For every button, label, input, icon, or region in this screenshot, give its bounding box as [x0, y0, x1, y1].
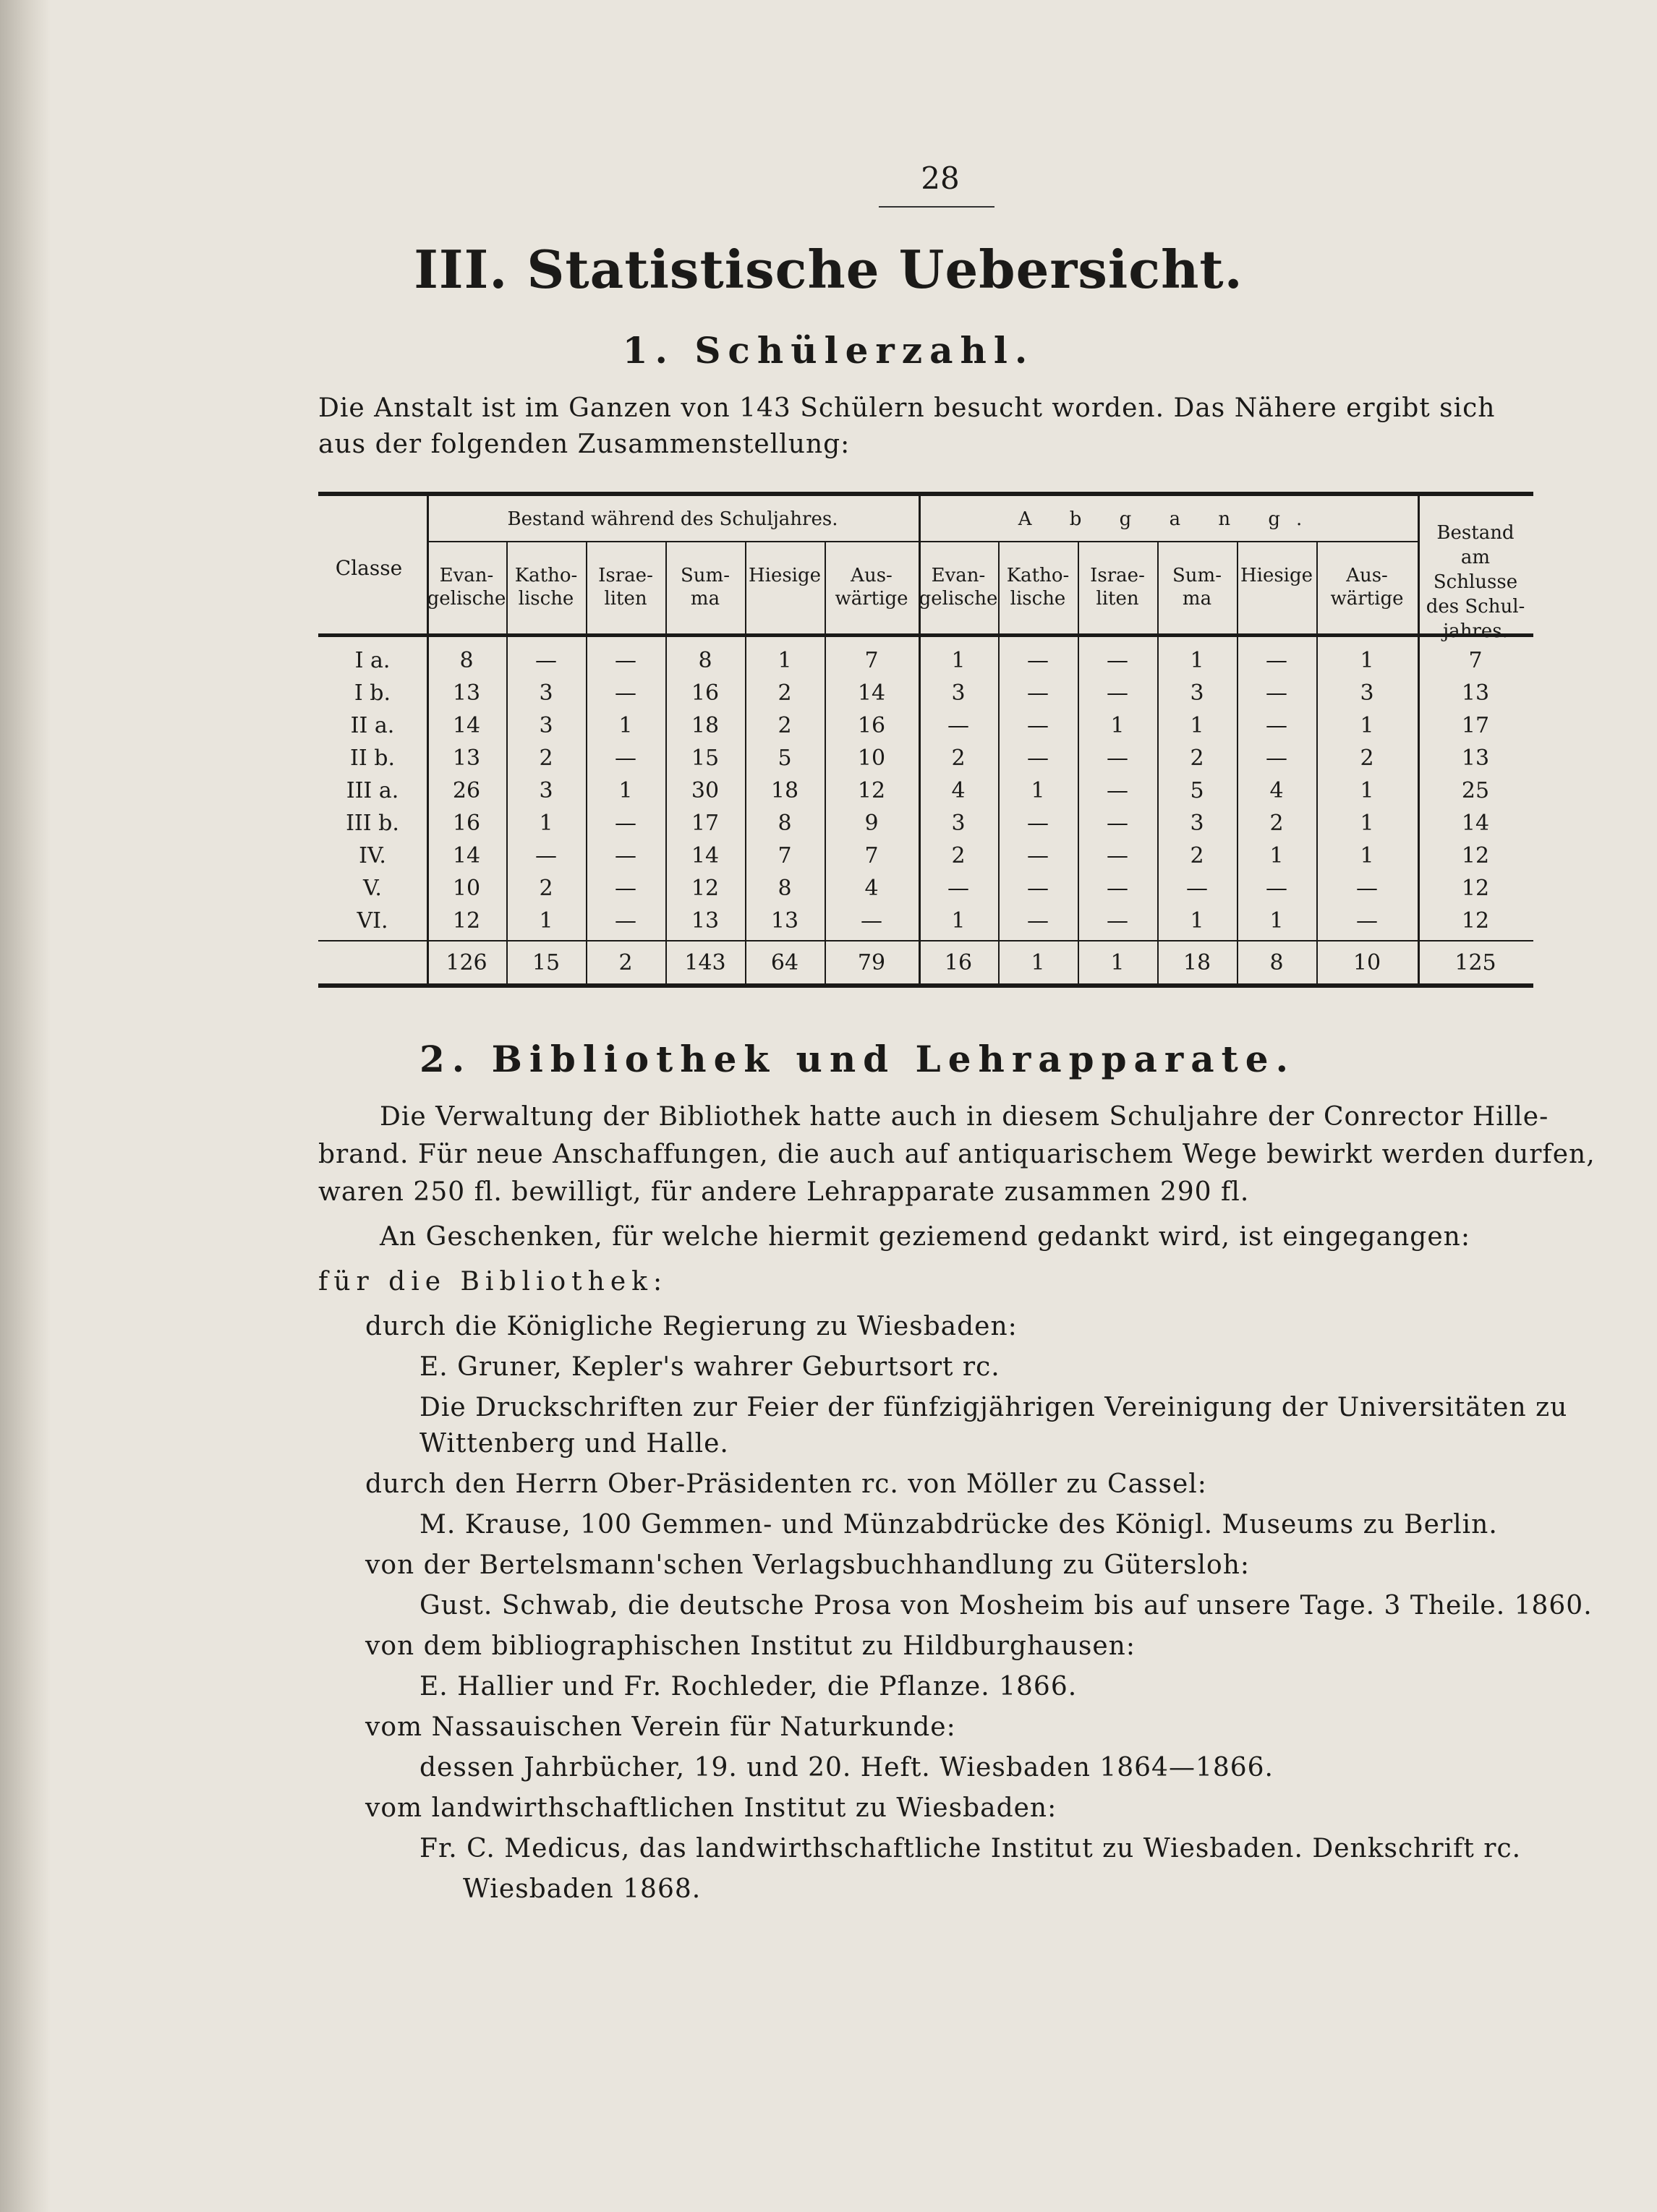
total-cell: 10: [1353, 950, 1381, 975]
table-cell: —: [947, 713, 969, 738]
subheader-line: liten: [1096, 588, 1139, 610]
donor-line: von dem bibliographischen Institut zu Hildburghausen:: [365, 1631, 1136, 1661]
table-cell: —: [1027, 908, 1049, 934]
table-cell: 1: [1269, 908, 1284, 934]
row-label: VI.: [357, 908, 388, 934]
table-cell: 4: [864, 876, 879, 901]
total-cell: 8: [1269, 950, 1284, 975]
row-label: V.: [363, 876, 382, 901]
table-cell: 9: [864, 811, 879, 836]
subheader-line: lische: [518, 588, 574, 610]
table-cell: 14: [1461, 811, 1490, 836]
table-cell: —: [1107, 648, 1128, 673]
table-cell: 14: [857, 680, 886, 706]
table-cell: 1: [951, 908, 966, 934]
table-cell: —: [1107, 778, 1128, 803]
total-cell: 2: [618, 950, 633, 975]
table-cell: 13: [1461, 680, 1490, 706]
donor-line: durch die Königliche Regierung zu Wiesbaden:: [365, 1312, 1018, 1341]
table-cell: 12: [1461, 908, 1490, 934]
total-cell: 79: [857, 950, 886, 975]
table-cell: 1: [1360, 843, 1374, 868]
subheader-cell: [586, 564, 665, 610]
table-cell: 2: [1190, 746, 1204, 771]
donation-item: Gust. Schwab, die deutsche Prosa von Mosheim bis auf unsere Tage. 3 Theile. 1860.: [419, 1591, 1593, 1620]
table-cell: 14: [452, 713, 481, 738]
subheader-line: Sum-: [1172, 565, 1222, 586]
row-label: II b.: [350, 746, 395, 771]
table-sum-rule: [318, 940, 1533, 941]
subheader-line: liten: [604, 588, 647, 610]
library-para-line: waren 250 fl. bewilligt, für andere Lehrapparate zusammen 290 fl.: [318, 1177, 1250, 1207]
table-cell: —: [1107, 680, 1128, 706]
table-cell: 10: [452, 876, 481, 901]
donation-item: Wittenberg und Halle.: [419, 1429, 729, 1459]
total-cell: 15: [532, 950, 561, 975]
subheader-line: ma: [690, 588, 720, 610]
table-cell: 7: [864, 648, 879, 673]
table-cell: —: [861, 908, 882, 934]
table-cell: 1: [951, 648, 966, 673]
total-cell: 18: [1183, 950, 1211, 975]
subheader-line: Evan-: [439, 565, 494, 586]
subheader-line: Aus-: [1346, 565, 1388, 586]
table-cell: 2: [951, 746, 966, 771]
subheader-line: gelische: [427, 588, 506, 610]
table-cell: 18: [770, 778, 799, 803]
total-cell: 143: [684, 950, 726, 975]
table-cell: —: [535, 843, 557, 868]
table-top-rule: [318, 492, 1533, 496]
table-cell: —: [615, 811, 636, 836]
table-cell: 8: [778, 811, 792, 836]
table-cell: 1: [1360, 811, 1374, 836]
page-number: 28: [921, 161, 960, 196]
header-group-bestand: Bestand während des Schuljahres.: [507, 508, 838, 530]
table-cell: 3: [539, 680, 553, 706]
table-cell: 16: [452, 811, 481, 836]
subheader-cell: [1078, 564, 1157, 610]
total-cell: 126: [446, 950, 487, 975]
table-cell: —: [1027, 811, 1049, 836]
table-cell: 3: [1360, 680, 1374, 706]
subheader-cell: [919, 564, 998, 610]
row-label: II a.: [350, 713, 395, 738]
table-cell: 5: [1190, 778, 1204, 803]
table-cell: —: [1266, 713, 1287, 738]
subheader-cell: [745, 564, 825, 587]
subheader-line: Hiesige: [1240, 565, 1313, 586]
table-cell: 2: [778, 680, 792, 706]
library-para-line: brand. Für neue Anschaffungen, die auch auf antiquarischem Wege bewirkt werden durfen,: [318, 1140, 1596, 1169]
subsection-title-bibliothek: 2. Bibliothek und Lehrapparate.: [419, 1038, 1295, 1080]
donation-item: Fr. C. Medicus, das landwirthschaftliche Institut zu Wiesbaden. Denkschrift rc.: [419, 1834, 1522, 1863]
table-cell: —: [947, 876, 969, 901]
subheader-cell: [1316, 564, 1418, 610]
donation-item: M. Krause, 100 Gemmen- und Münzabdrücke des Königl. Museums zu Berlin.: [419, 1510, 1498, 1540]
table-cell: 1: [618, 713, 633, 738]
table-cell: —: [1107, 876, 1128, 901]
total-cell: 1: [1110, 950, 1125, 975]
subheader-line: gelische: [919, 588, 998, 610]
table-cell: —: [1107, 811, 1128, 836]
table-cell: —: [1027, 648, 1049, 673]
table-cell: —: [1356, 876, 1378, 901]
table-cell: —: [1107, 843, 1128, 868]
subheader-line: lische: [1010, 588, 1066, 610]
header-bestand-schluss: [1418, 521, 1533, 644]
table-cell: —: [1356, 908, 1378, 934]
table-cell: 1: [1360, 778, 1374, 803]
header-bestand-schluss-line: am Schlusse: [1433, 547, 1518, 593]
section-title: III. Statistische Uebersicht.: [414, 239, 1243, 300]
table-cell: —: [615, 648, 636, 673]
header-classe: Classe: [335, 556, 403, 580]
total-cell: 64: [770, 950, 799, 975]
intro-line-1: Die Anstalt ist im Ganzen von 143 Schülern besucht worden. Das Nähere ergibt sich: [318, 393, 1496, 423]
table-cell: —: [615, 680, 636, 706]
table-cell: —: [615, 746, 636, 771]
table-cell: 15: [691, 746, 720, 771]
donor-line: von der Bertelsmann'schen Verlagsbuchhandlung zu Gütersloh:: [365, 1550, 1251, 1580]
donor-line: vom landwirthschaftlichen Institut zu Wiesbaden:: [365, 1793, 1057, 1823]
table-header-rule: [318, 633, 1533, 637]
subheader-line: Katho-: [514, 565, 578, 586]
table-cell: 1: [1190, 713, 1204, 738]
table-cell: —: [1186, 876, 1208, 901]
table-cell: —: [1266, 680, 1287, 706]
table-cell: 1: [1360, 648, 1374, 673]
table-cell: 12: [1461, 843, 1490, 868]
table-cell: 2: [778, 713, 792, 738]
header-group-abgang: A b g a n g.: [1018, 508, 1319, 530]
table-cell: —: [1027, 876, 1049, 901]
table-cell: 2: [539, 746, 553, 771]
subheader-line: ma: [1182, 588, 1212, 610]
table-cell: —: [535, 648, 557, 673]
total-cell: 1: [1031, 950, 1045, 975]
table-cell: 3: [951, 680, 966, 706]
table-cell: 10: [857, 746, 886, 771]
gifts-intro: An Geschenken, für welche hiermit geziemend gedankt wird, ist eingegangen:: [380, 1222, 1470, 1252]
subheader-cell: [1157, 564, 1237, 610]
table-cell: 13: [1461, 746, 1490, 771]
table-cell: 3: [1190, 811, 1204, 836]
donation-item: Wiesbaden 1868.: [463, 1874, 702, 1904]
subheader-line: Sum-: [681, 565, 730, 586]
subheader-line: Aus-: [851, 565, 893, 586]
table-cell: 13: [452, 680, 481, 706]
table-group-rule: [427, 541, 1418, 542]
table-cell: 1: [1360, 713, 1374, 738]
table-cell: 1: [539, 908, 553, 934]
table-cell: 1: [618, 778, 633, 803]
subheader-cell: [427, 564, 506, 610]
table-cell: 5: [778, 746, 792, 771]
table-cell: 3: [1190, 680, 1204, 706]
table-cell: 8: [778, 876, 792, 901]
donation-item: E. Hallier und Fr. Rochleder, die Pflanze. 1866.: [419, 1672, 1078, 1701]
header-bestand-schluss-line: Bestand: [1436, 522, 1515, 544]
header-bestand-schluss-line: des Schul-: [1426, 596, 1525, 618]
subheader-line: Israe-: [1090, 565, 1145, 586]
table-cell: 16: [857, 713, 886, 738]
table-cell: 13: [691, 908, 720, 934]
table-cell: 16: [691, 680, 720, 706]
subheader-line: Katho-: [1006, 565, 1070, 586]
page-number-rule: [879, 206, 994, 208]
table-cell: —: [1107, 908, 1128, 934]
table-cell: 7: [1468, 648, 1483, 673]
table-cell: 18: [691, 713, 720, 738]
table-cell: —: [1027, 713, 1049, 738]
table-cell: 13: [770, 908, 799, 934]
subheader-line: wärtige: [835, 588, 908, 610]
table-cell: 3: [539, 778, 553, 803]
table-cell: 14: [691, 843, 720, 868]
table-cell: 12: [691, 876, 720, 901]
header-bestand-schluss-line: jahres.: [1443, 620, 1508, 642]
subsection-title-schuelerzahl: 1. Schülerzahl.: [622, 329, 1035, 372]
table-cell: 2: [1360, 746, 1374, 771]
table-cell: 3: [951, 811, 966, 836]
subheader-line: Evan-: [931, 565, 986, 586]
table-cell: —: [615, 843, 636, 868]
table-cell: —: [615, 908, 636, 934]
table-cell: 1: [1031, 778, 1045, 803]
table-bottom-rule: [318, 983, 1533, 988]
table-cell: 1: [539, 811, 553, 836]
table-cell: 1: [1190, 648, 1204, 673]
donor-line: durch den Herrn Ober-Präsidenten rc. von Möller zu Cassel:: [365, 1469, 1207, 1499]
table-cell: 8: [459, 648, 474, 673]
table-cell: 4: [1269, 778, 1284, 803]
donation-item: Die Druckschriften zur Feier der fünfzigjährigen Vereinigung der Universitäten zu: [419, 1393, 1568, 1422]
fuer-bibliothek-heading: für die Bibliothek:: [318, 1267, 668, 1297]
table-cell: 8: [698, 648, 712, 673]
table-cell: 13: [452, 746, 481, 771]
subheader-cell: [665, 564, 745, 610]
table-cell: 14: [452, 843, 481, 868]
subheader-line: Hiesige: [748, 565, 822, 586]
table-cell: 12: [857, 778, 886, 803]
table-cell: 1: [1269, 843, 1284, 868]
table-cell: 2: [1269, 811, 1284, 836]
row-label: III b.: [346, 811, 399, 836]
table-cell: 7: [778, 843, 792, 868]
subheader-cell: [506, 564, 586, 610]
table-cell: —: [615, 876, 636, 901]
table-cell: —: [1266, 876, 1287, 901]
total-cell: 16: [944, 950, 973, 975]
table-cell: 12: [1461, 876, 1490, 901]
table-cell: —: [1027, 680, 1049, 706]
row-label: I b.: [354, 680, 391, 706]
table-cell: 2: [951, 843, 966, 868]
donor-line: vom Nassauischen Verein für Naturkunde:: [365, 1712, 956, 1742]
subheader-cell: [1237, 564, 1316, 587]
table-cell: 1: [1190, 908, 1204, 934]
row-label: I a.: [354, 648, 391, 673]
table-cell: —: [1107, 746, 1128, 771]
table-cell: 2: [1190, 843, 1204, 868]
table-cell: 1: [1110, 713, 1125, 738]
row-label: III a.: [346, 778, 399, 803]
intro-line-2: aus der folgenden Zusammenstellung:: [318, 430, 851, 459]
table-cell: 25: [1461, 778, 1490, 803]
table-cell: 2: [539, 876, 553, 901]
table-cell: 3: [539, 713, 553, 738]
subheader-cell: [825, 564, 919, 610]
table-cell: 7: [864, 843, 879, 868]
table-cell: 17: [1461, 713, 1490, 738]
subheader-line: wärtige: [1330, 588, 1404, 610]
donation-item: E. Gruner, Kepler's wahrer Geburtsort rc.: [419, 1352, 1000, 1382]
total-cell: 125: [1454, 950, 1496, 975]
table-cell: —: [1027, 746, 1049, 771]
table-cell: —: [1027, 843, 1049, 868]
subheader-line: Israe-: [598, 565, 653, 586]
table-cell: 26: [452, 778, 481, 803]
subheader-cell: [998, 564, 1078, 610]
table-cell: —: [1266, 648, 1287, 673]
table-cell: 4: [951, 778, 966, 803]
table-cell: —: [1266, 746, 1287, 771]
statistics-table: [318, 492, 1533, 991]
row-label: IV.: [359, 843, 386, 868]
table-cell: 1: [778, 648, 792, 673]
table-cell: 17: [691, 811, 720, 836]
library-para-line: Die Verwaltung der Bibliothek hatte auch in diesem Schuljahre der Conrector Hille-: [380, 1102, 1549, 1132]
table-cell: 30: [691, 778, 720, 803]
table-cell: 12: [452, 908, 481, 934]
donation-item: dessen Jahrbücher, 19. und 20. Heft. Wiesbaden 1864—1866.: [419, 1753, 1274, 1782]
